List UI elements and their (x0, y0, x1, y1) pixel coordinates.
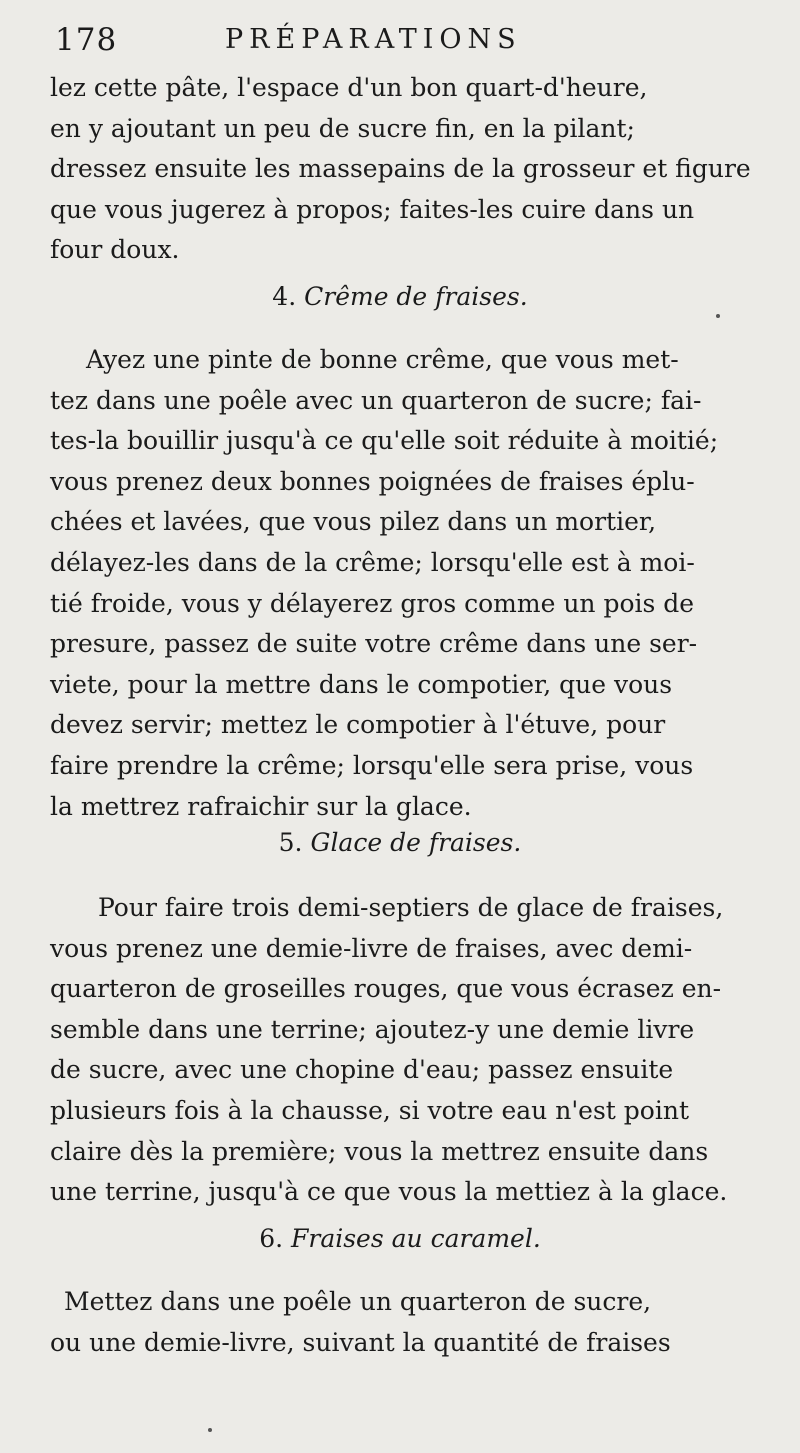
text-line: viete, pour la mettre dans le compotier, que vous (50, 669, 673, 699)
text-line: lez cette pâte, l'espace d'un bon quart-d'heure, (50, 73, 648, 102)
section-heading-6 (0, 1224, 800, 1253)
text-line: vous prenez deux bonnes poignées de fraises éplu- (50, 466, 695, 496)
text-line: quarteron de groseilles rouges, que vous écrasez en- (50, 974, 722, 1004)
text-line: chées et lavées, que vous pilez dans un mortier, (50, 507, 657, 537)
text-line: dressez ensuite les massepains de la grosseur et figure (50, 154, 751, 184)
text-line: ou une demie-livre, suivant la quantité de fraises (50, 1327, 671, 1357)
text-line: délayez-les dans de la crême; lorsqu'elle est à moi- (50, 547, 695, 577)
text-line: en y ajoutant un peu de sucre fin, en la pilant; (50, 113, 635, 143)
text-line: tes-la bouillir jusqu'à ce qu'elle soit réduite à moitié; (50, 426, 719, 456)
text-line: que vous jugerez à propos; faites-les cuire dans un (50, 194, 695, 224)
running-head: PRÉPARATIONS (225, 24, 522, 55)
text-line: Mettez dans une poêle un quarteron de sucre, (64, 1287, 652, 1316)
text-line: devez servir; mettez le compotier à l'étuve, pour (50, 710, 666, 740)
page-header (55, 22, 750, 62)
text-line: claire dès la première; vous la mettrez ensuite dans (50, 1136, 709, 1166)
section-number: 5. (278, 828, 303, 857)
paragraph-glace (50, 888, 760, 1213)
section-title: Glace de fraises. (310, 828, 522, 857)
text-line: plusieurs fois à la chausse, si votre eau n'est point (50, 1095, 690, 1125)
paragraph-continuation (50, 68, 760, 271)
text-line: presure, passez de suite votre crême dans une ser- (50, 629, 698, 659)
text-line: Pour faire trois demi-septiers de glace de fraises, (98, 893, 724, 922)
section-number: 4. (272, 282, 297, 311)
ink-speck (208, 1428, 212, 1432)
text-line: la mettrez rafraichir sur la glace. (50, 791, 472, 821)
section-heading-4 (0, 282, 800, 311)
text-line: une terrine, jusqu'à ce que vous la mettiez à la glace. (50, 1177, 728, 1207)
text-line: semble dans une terrine; ajoutez-y une demie livre (50, 1014, 695, 1044)
text-line: de sucre, avec une chopine d'eau; passez ensuite (50, 1055, 674, 1085)
ink-speck (716, 314, 720, 318)
text-line: Ayez une pinte de bonne crême, que vous met- (86, 345, 679, 374)
section-heading-5 (0, 828, 800, 857)
paragraph-creme (50, 340, 760, 827)
text-line: vous prenez une demie-livre de fraises, avec demi- (50, 933, 693, 963)
text-line: faire prendre la crême; lorsqu'elle sera prise, vous (50, 750, 694, 780)
paragraph-caramel (50, 1282, 760, 1363)
text-line: tez dans une poêle avec un quarteron de sucre; fai- (50, 385, 702, 415)
page-number: 178 (55, 22, 118, 58)
text-line: tié froide, vous y délayerez gros comme un pois de (50, 588, 695, 618)
section-number: 6. (259, 1224, 284, 1253)
section-title: Crême de fraises. (304, 282, 528, 311)
text-line: four doux. (50, 235, 180, 265)
section-title: Fraises au caramel. (291, 1224, 541, 1253)
